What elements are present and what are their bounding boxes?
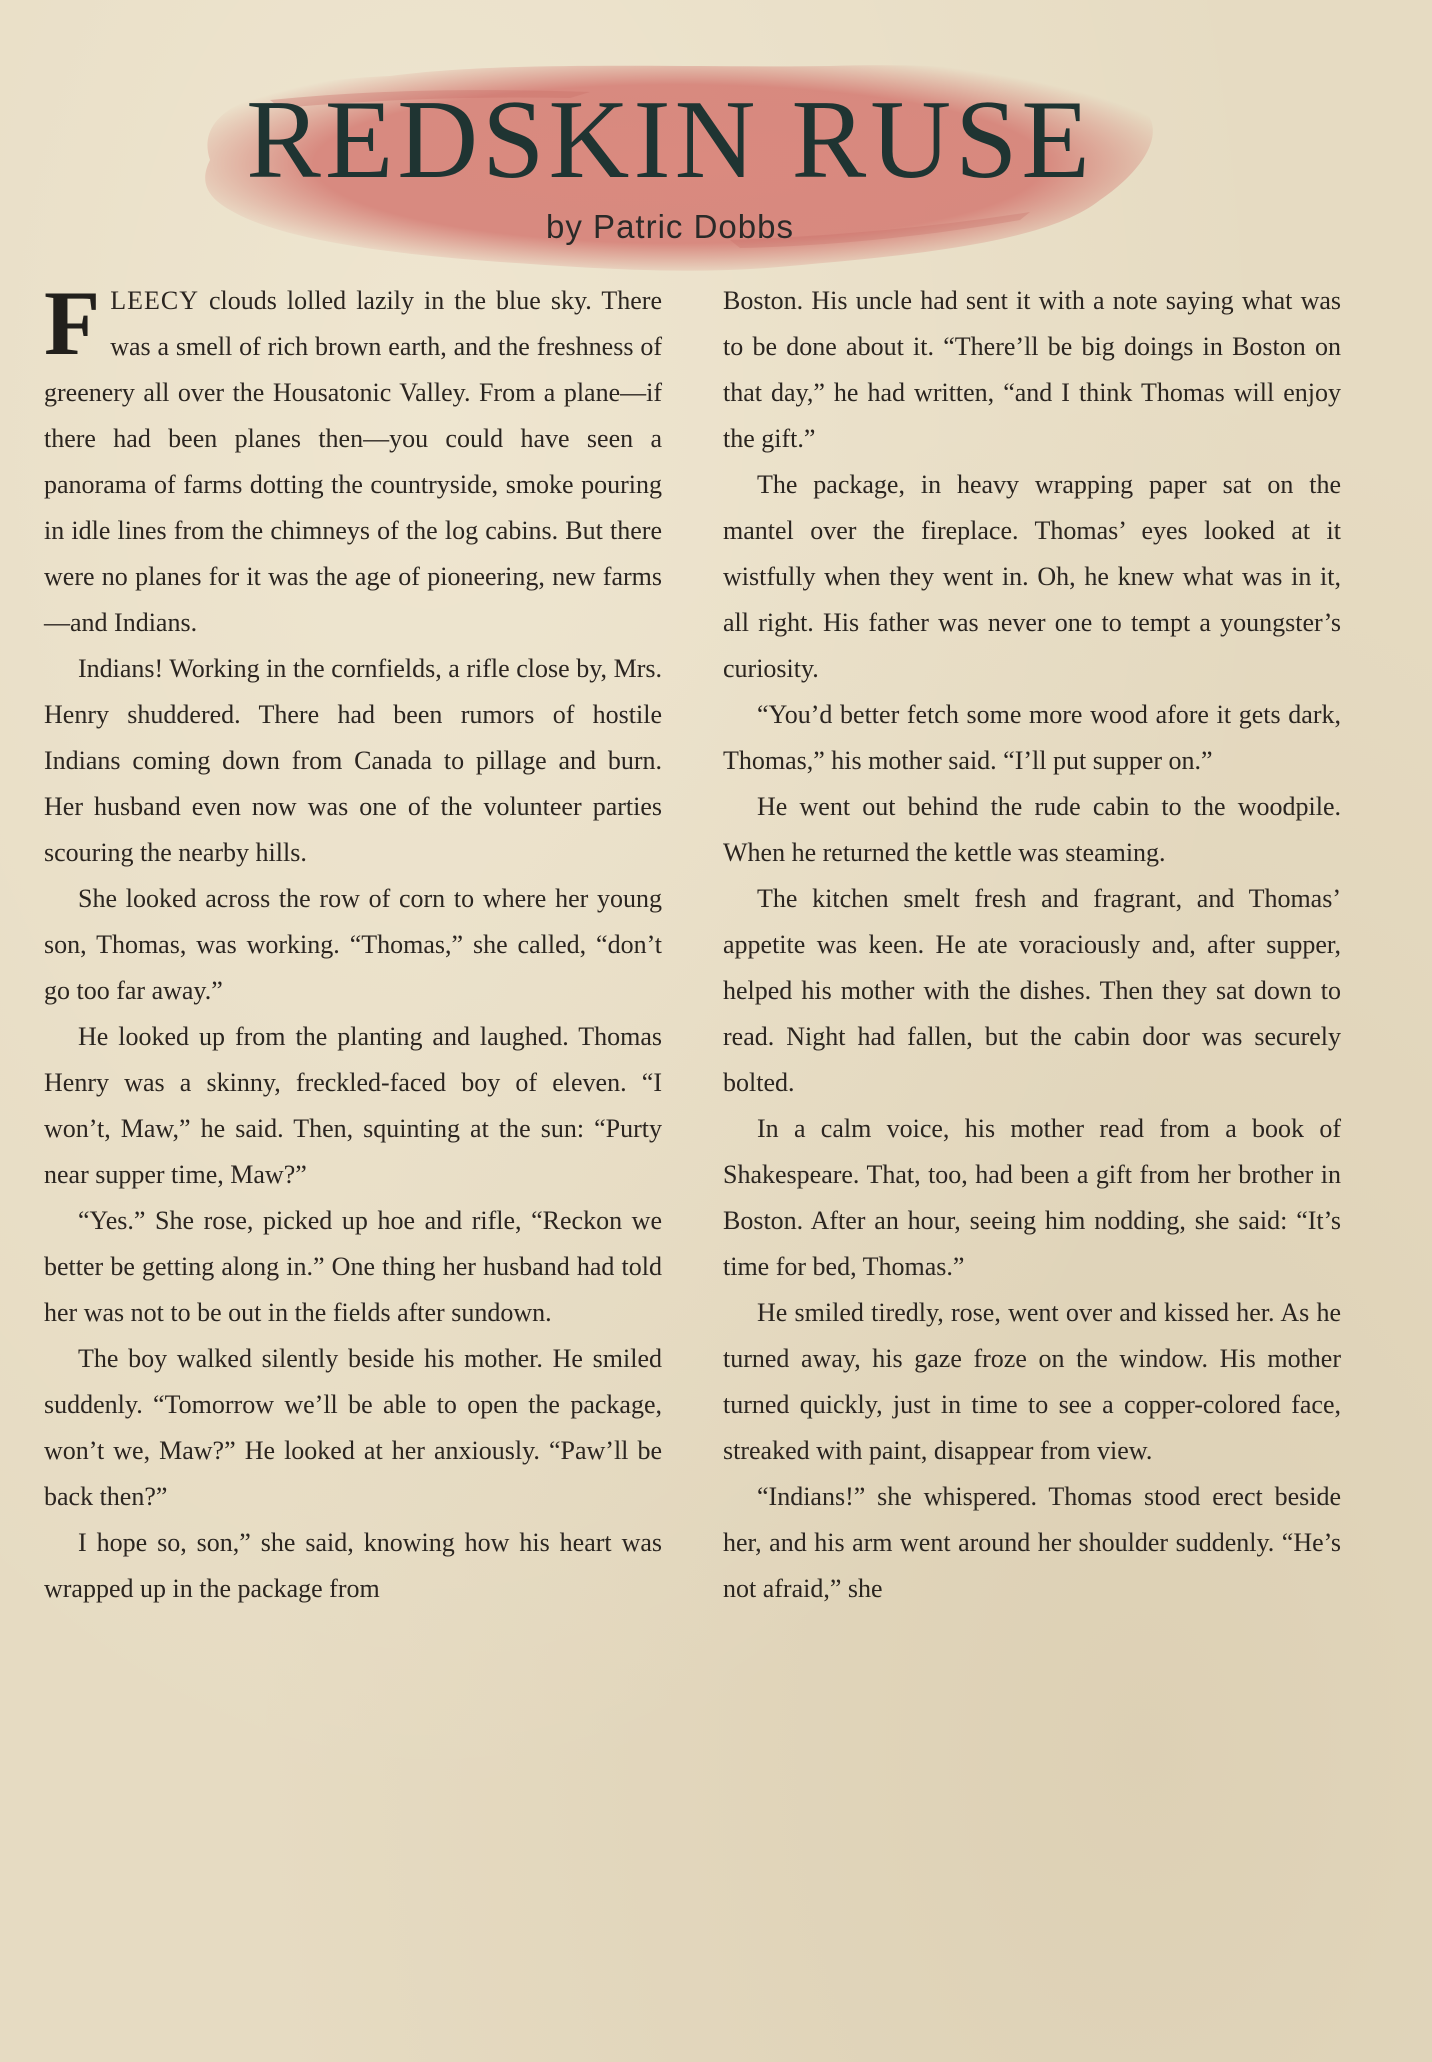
paragraph-10: He went out behind the rude cabin to the woodpile. When he returned the kettle was steaming. xyxy=(723,792,1341,867)
paragraph-2: Indians! Working in the cornfields, a rifle close by, Mrs. Henry shuddered. There had been rumors of hostile Indians coming down from Canada to pillage and burn. Her husband even now was one of the volunteer parties scouring the nearby hills. xyxy=(44,654,662,867)
paragraph-7: I hope so, son,” she said, knowing how his heart was wrapped up in the package from xyxy=(44,1528,662,1603)
paragraph-12: In a calm voice, his mother read from a book of Shakespeare. That, too, had been a gift from her brother in Boston. After an hour, seeing him nodding, she said: “It’s time for bed, Thomas.” xyxy=(723,1114,1341,1281)
story-header xyxy=(170,40,1170,280)
paragraph-continued: Boston. His uncle had sent it with a note saying what was to be done about it. “There’ll be big doings in Boston on that day,” he had written, “and I think Thomas will enjoy the gift.” xyxy=(723,286,1341,453)
drop-cap: F xyxy=(44,272,101,374)
story-body xyxy=(44,272,1341,1898)
right-column xyxy=(723,278,1341,1612)
lead-in-text: LEECY xyxy=(110,286,199,315)
paragraph-11: The kitchen smelt fresh and fragrant, and Thomas’ appetite was keen. He ate voraciously and, after supper, helped his mother with the dishes. Then they sat down to read. Night had fallen, but the cabin door was securely bolted. xyxy=(723,884,1341,1097)
paragraph-8: The package, in heavy wrapping paper sat on the mantel over the fireplace. Thomas’ eyes looked at it wistfully when they went in. Oh, he knew what was in it, all right. His father was never one to tempt a youngster’s curiosity. xyxy=(723,470,1341,683)
paragraph-1-text: clouds lolled lazily in the blue sky. There was a smell of rich brown earth, and the freshness of greenery all over the Housatonic Valley. From a plane—if there had been planes then—you could have seen a panorama of farms dotting the countryside, smoke pouring in idle lines from the chimneys of the log cabins. But there were no planes for it was the age of pioneering, new farms—and Indians. xyxy=(44,286,662,637)
left-column xyxy=(44,272,662,1612)
paragraph-9: “You’d better fetch some more wood afore it gets dark, Thomas,” his mother said. “I’ll put supper on.” xyxy=(723,700,1341,775)
paragraph-4: He looked up from the planting and laughed. Thomas Henry was a skinny, freckled-faced boy of eleven. “I won’t, Maw,” he said. Then, squinting at the sun: “Purty near supper time, Maw?” xyxy=(44,1022,662,1189)
paragraph-14: “Indians!” she whispered. Thomas stood erect beside her, and his arm went around her shoulder suddenly. “He’s not afraid,” she xyxy=(723,1482,1341,1603)
paragraph-13: He smiled tiredly, rose, went over and kissed her. As he turned away, his gaze froze on the window. His mother turned quickly, just in time to see a copper-colored face, streaked with paint, disappear from view. xyxy=(723,1298,1341,1465)
paragraph-1 xyxy=(44,272,662,646)
paragraph-5: “Yes.” She rose, picked up hoe and rifle, “Reckon we better be getting along in.” One thing her husband had told her was not to be out in the fields after sundown. xyxy=(44,1206,662,1327)
story-title: REDSKIN RUSE xyxy=(246,78,1094,202)
paragraph-6: The boy walked silently beside his mother. He smiled suddenly. “Tomorrow we’ll be able to open the package, won’t we, Maw?” He looked at her anxiously. “Paw’ll be back then?” xyxy=(44,1344,662,1511)
paragraph-3: She looked across the row of corn to where her young son, Thomas, was working. “Thomas,” she called, “don’t go too far away.” xyxy=(44,884,662,1005)
story-byline: by Patric Dobbs xyxy=(546,208,794,245)
